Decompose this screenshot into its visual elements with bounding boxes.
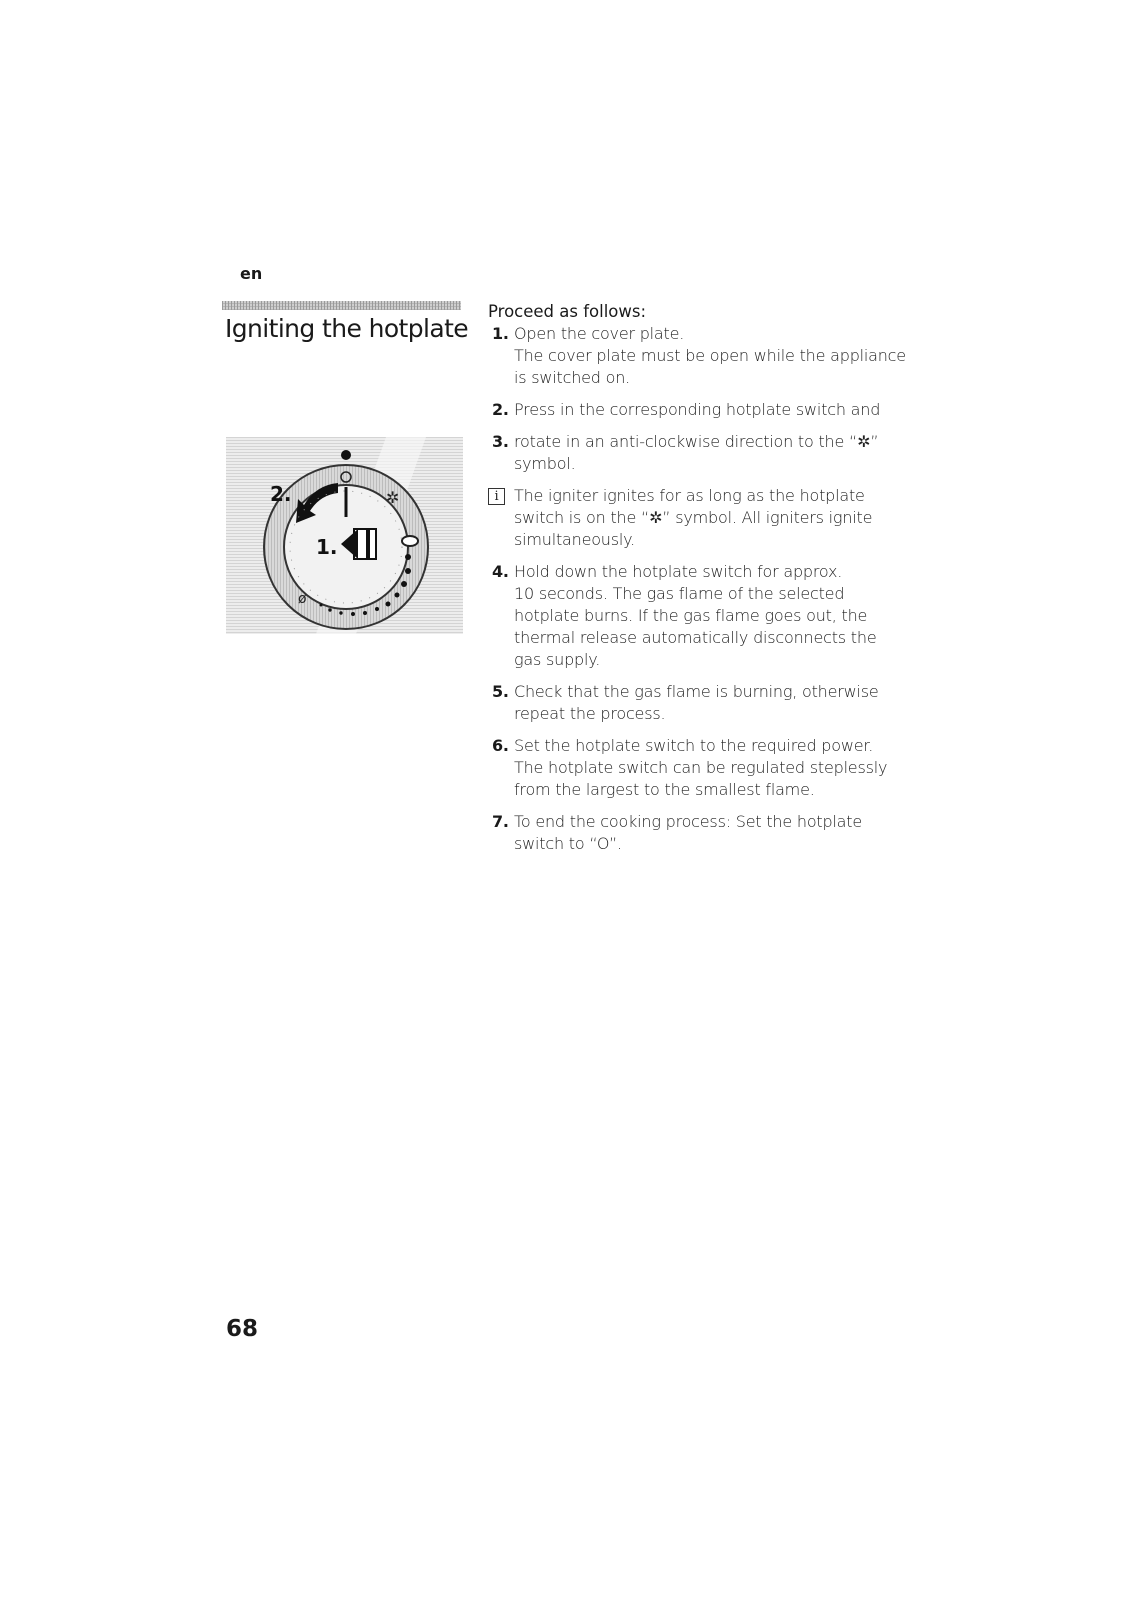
instructions-column — [488, 301, 908, 865]
step-number: 6. — [492, 736, 509, 755]
step-6 — [488, 735, 908, 801]
step-text: Set the hotplate switch to the required power. — [514, 736, 874, 755]
step-text: Press in the corresponding hotplate switch and — [514, 400, 881, 419]
info-icon: i — [488, 488, 505, 505]
step-text: Hold down the hotplate switch for approx. — [514, 562, 843, 581]
step-text: Check that the gas flame is burning, otherwise — [514, 682, 879, 701]
step-number: 4. — [492, 562, 509, 581]
step-number: 2. — [492, 400, 509, 419]
instructions-heading: Proceed as follows: — [488, 302, 647, 321]
step-text: switch to “O”. — [514, 834, 622, 853]
step-4 — [488, 561, 908, 671]
figure-label-press: 1. — [316, 535, 338, 559]
step-text: from the largest to the smallest flame. — [514, 780, 815, 799]
step-text: The cover plate must be open while the appliance — [514, 346, 906, 365]
step-number: 3. — [492, 432, 509, 451]
step-text: 10 seconds. The gas flame of the selected — [514, 584, 845, 603]
step-text: repeat the process. — [514, 704, 666, 723]
figure-label-rotate: 2. — [270, 482, 292, 506]
step-text: The hotplate switch can be regulated steplessly — [514, 758, 888, 777]
step-text: thermal release automatically disconnects the — [514, 628, 877, 647]
note-text: switch is on the “✲” symbol. All igniters ignite — [514, 508, 873, 527]
step-3 — [488, 431, 908, 475]
top-marker-dot — [341, 450, 351, 460]
hotplate-knob-illustration — [226, 437, 463, 634]
step-2 — [488, 399, 908, 421]
page-number: 68 — [226, 1316, 259, 1342]
svg-text:ø: ø — [298, 591, 307, 607]
section-rule — [222, 301, 461, 310]
note-text: The igniter ignites for as long as the hotplate — [514, 486, 865, 505]
step-text: Open the cover plate. — [514, 324, 685, 343]
step-text: gas supply. — [514, 650, 601, 669]
step-text: rotate in an anti-clockwise direction to the “✲” — [514, 432, 879, 451]
section-title: Igniting the hotplate — [225, 314, 469, 343]
instruction-steps — [488, 323, 908, 855]
svg-text:✲: ✲ — [386, 488, 400, 507]
step-number: 1. — [492, 324, 509, 343]
step-text: symbol. — [514, 454, 576, 473]
language-label: en — [240, 264, 263, 283]
step-7 — [488, 811, 908, 855]
step-1 — [488, 323, 908, 389]
step-number: 5. — [492, 682, 509, 701]
info-note — [488, 485, 908, 551]
step-text: hotplate burns. If the gas flame goes out, the — [514, 606, 868, 625]
step-text: is switched on. — [514, 368, 631, 387]
note-text: simultaneously. — [514, 530, 636, 549]
step-5 — [488, 681, 908, 725]
step-number: 7. — [492, 812, 509, 831]
step-text: To end the cooking process: Set the hotplate — [514, 812, 863, 831]
